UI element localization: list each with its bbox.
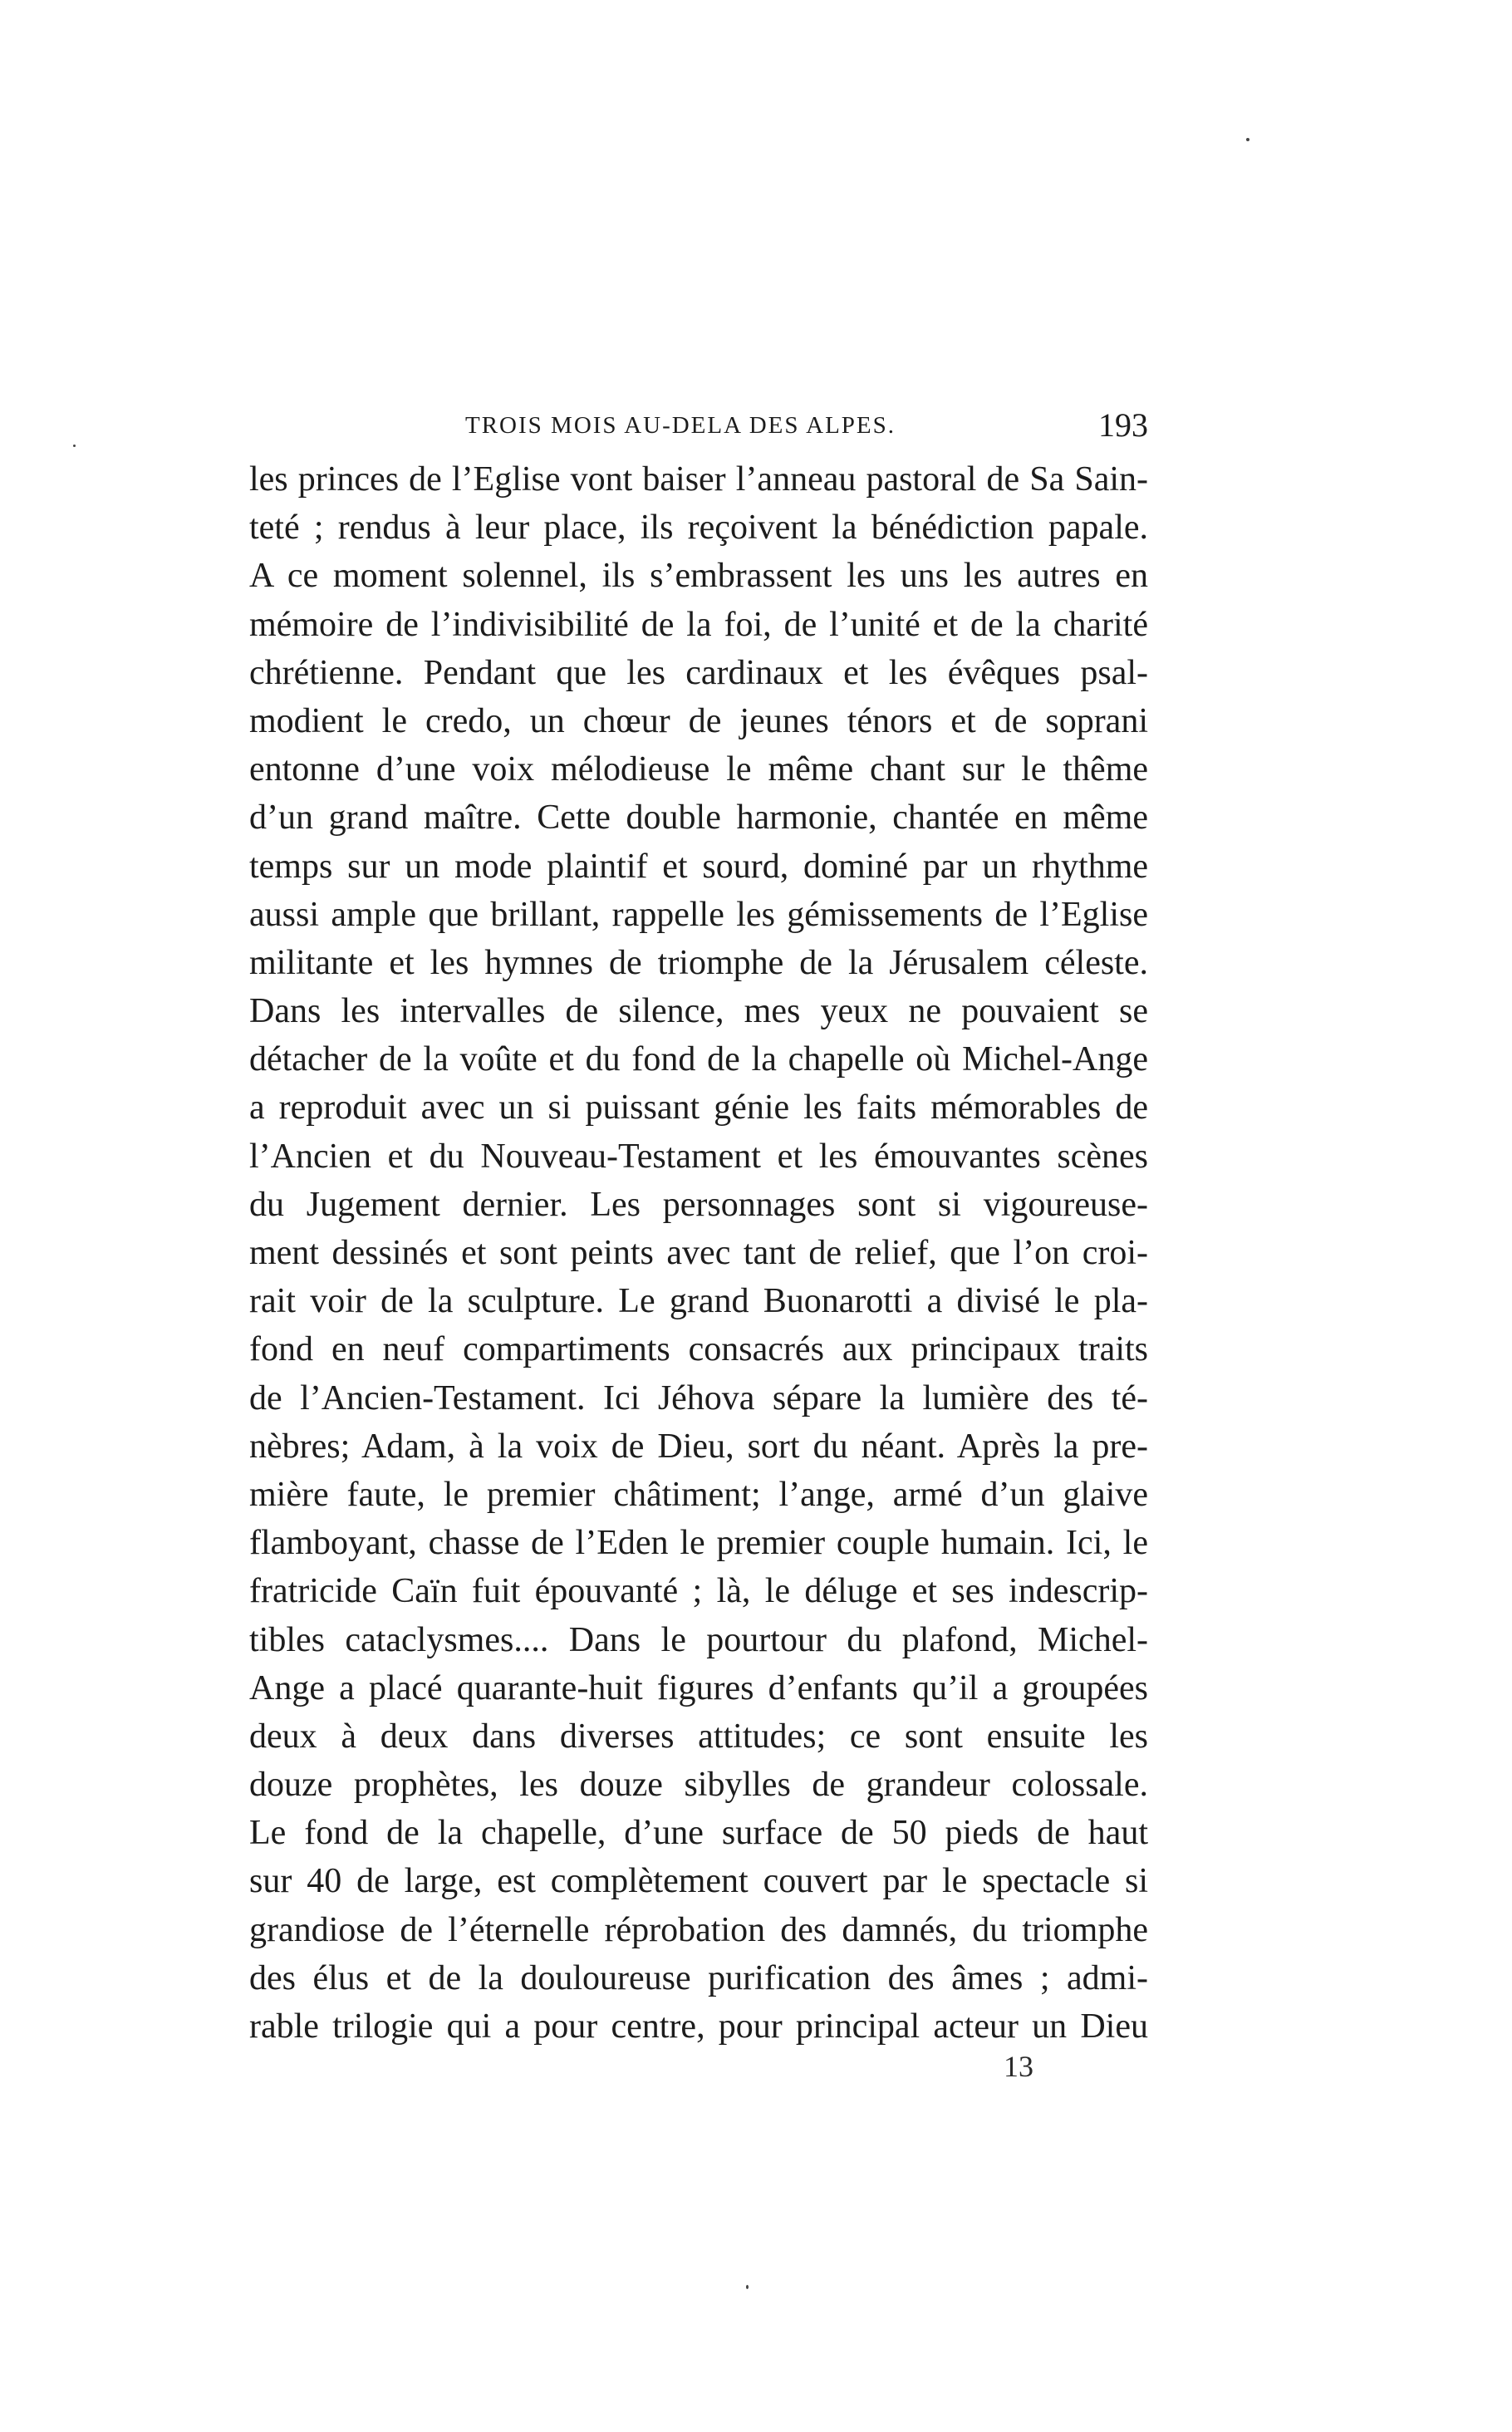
- text-line: d’un grand maître. Cette double harmonie, chantée en même: [249, 798, 1148, 838]
- text-line: l’Ancien et du Nouveau-Testament et les émouvantes scènes: [249, 1137, 1148, 1176]
- text-line: temps sur un mode plaintif et sourd, dominé par un rhythme: [249, 847, 1148, 886]
- text-line: Ange a placé quarante-huit figures d’enfants qu’il a groupées: [249, 1668, 1148, 1707]
- page-number: 193: [1098, 406, 1148, 444]
- running-title: TROIS MOIS AU-DELA DES ALPES.: [465, 412, 896, 439]
- text-line: du Jugement dernier. Les personnages sont si vigoureuse-: [249, 1185, 1148, 1224]
- text-line: les princes de l’Eglise vont baiser l’anneau pastoral de Sa Sain-: [249, 460, 1148, 499]
- text-line: aussi ample que brillant, rappelle les gémissements de l’Eglise: [249, 895, 1148, 934]
- body-text: [249, 455, 1148, 2051]
- text-line: deux à deux dans diverses attitudes; ce sont ensuite les: [249, 1717, 1148, 1756]
- text-line: nèbres; Adam, à la voix de Dieu, sort du néant. Après la pre-: [249, 1427, 1148, 1466]
- text-line: flamboyant, chasse de l’Eden le premier couple humain. Ici, le: [249, 1524, 1148, 1563]
- signature-mark: 13: [1004, 2050, 1033, 2083]
- text-line: détacher de la voûte et du fond de la chapelle où Michel-Ange: [249, 1040, 1148, 1079]
- text-line: de l’Ancien-Testament. Ici Jéhova sépare la lumière des té-: [249, 1378, 1148, 1417]
- text-line: tibles cataclysmes.... Dans le pourtour du plafond, Michel-: [249, 1620, 1148, 1659]
- text-line: a reproduit avec un si puissant génie les faits mémorables de: [249, 1088, 1148, 1128]
- text-line: fratricide Caïn fuit épouvanté ; là, le déluge et ses indescrip-: [249, 1572, 1148, 1611]
- text-line: militante et les hymnes de triomphe de la Jérusalem céleste.: [249, 943, 1148, 982]
- paper-speck: [1246, 138, 1249, 141]
- text-line: des élus et de la douloureuse purification des âmes ; admi-: [249, 1958, 1148, 1997]
- text-line: A ce moment solennel, ils s’embrassent les uns les autres en: [249, 557, 1148, 596]
- text-line: modient le credo, un chœur de jeunes ténors et de soprani: [249, 701, 1148, 740]
- text-line: Le fond de la chapelle, d’une surface de 50 pieds de haut: [249, 1814, 1148, 1853]
- text-line: entonne d’une voix mélodieuse le même chant sur le thême: [249, 750, 1148, 789]
- running-head: [249, 400, 1148, 450]
- text-line: sur 40 de large, est complètement couvert par le spectacle si: [249, 1862, 1148, 1901]
- text-line: teté ; rendus à leur place, ils reçoivent la bénédiction papale.: [249, 509, 1148, 548]
- text-line: mière faute, le premier châtiment; l’ange, armé d’un glaive: [249, 1475, 1148, 1514]
- text-line: grandiose de l’éternelle réprobation des damnés, du triomphe: [249, 1910, 1148, 1949]
- text-line: rable trilogie qui a pour centre, pour principal acteur un Dieu: [249, 2007, 1148, 2046]
- text-line: ment dessinés et sont peints avec tant de relief, que l’on croi-: [249, 1234, 1148, 1272]
- text-line: mémoire de l’indivisibilité de la foi, de l’unité et de la charité: [249, 605, 1148, 644]
- text-line: fond en neuf compartiments consacrés aux principaux traits: [249, 1330, 1148, 1369]
- text-line: chrétienne. Pendant que les cardinaux et les évêques psal-: [249, 653, 1148, 692]
- text-line: Dans les intervalles de silence, mes yeux ne pouvaient se: [249, 992, 1148, 1031]
- text-line: rait voir de la sculpture. Le grand Buonarotti a divisé le pla-: [249, 1282, 1148, 1321]
- paper-speck: [73, 445, 76, 447]
- paper-speck: [746, 2285, 749, 2289]
- text-line: douze prophètes, les douze sibylles de grandeur colossale.: [249, 1766, 1148, 1805]
